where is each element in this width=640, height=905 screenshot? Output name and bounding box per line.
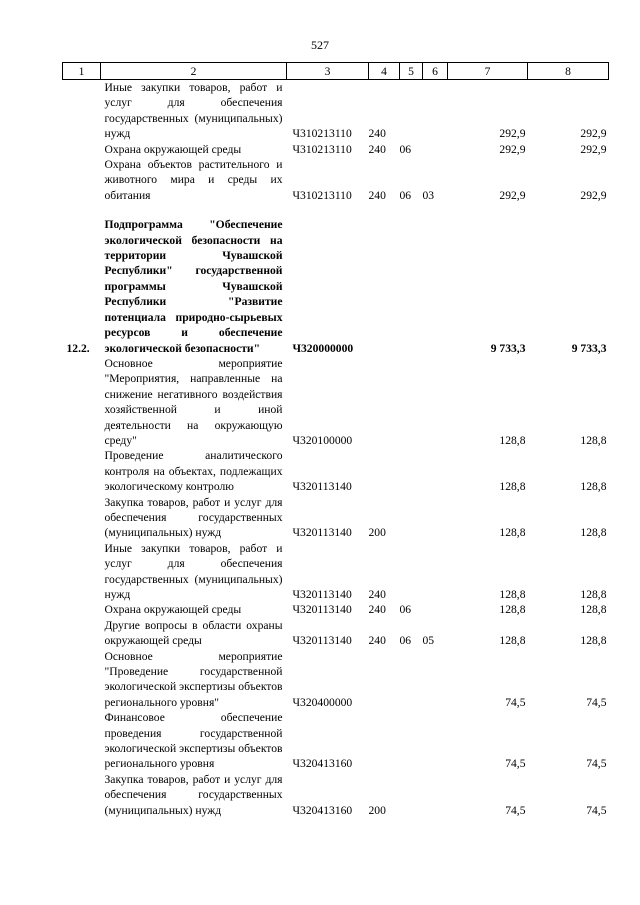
header-col-7: 7 — [448, 63, 528, 80]
row-amount-2: 74,5 — [586, 803, 607, 817]
table-header — [63, 63, 609, 80]
row-section — [400, 80, 423, 142]
row-expense-type: 200 — [368, 526, 386, 540]
row-code: Ч320113140 — [292, 588, 352, 601]
row-name: Закупка товаров, работ и услуг для обеспечения государственных (муниципальных) нужд — [104, 495, 283, 540]
row-expense-type: 240 — [368, 188, 386, 202]
row-subsection — [423, 495, 448, 541]
row-section — [400, 541, 423, 603]
row-number — [63, 602, 101, 617]
row-name: Иные закупки товаров, работ и услуг для обеспечения государственных (муниципальных) нужд — [104, 81, 283, 141]
spacer-cell — [63, 203, 609, 217]
row-number — [63, 495, 101, 541]
row-subsection — [423, 649, 448, 711]
row-code: Ч310213110 — [292, 142, 352, 156]
row-code: Ч320113140 — [292, 480, 352, 494]
row-expense-type: 240 — [368, 588, 386, 601]
row-number — [63, 142, 101, 157]
row-subsection — [423, 772, 448, 818]
table-row — [63, 495, 609, 541]
table-row — [63, 602, 609, 617]
row-code: Ч310213110 — [292, 188, 352, 202]
table-row — [63, 649, 609, 711]
row-number — [63, 356, 101, 448]
header-col-1: 1 — [63, 63, 101, 80]
row-number — [63, 618, 101, 649]
row-section — [400, 772, 423, 818]
row-amount-1: 128,8 — [499, 526, 526, 540]
row-amount-2: 292,9 — [580, 142, 607, 156]
table-row — [63, 356, 609, 448]
row-amount-2: 292,9 — [580, 127, 607, 141]
row-code: Ч320000000 — [292, 341, 354, 355]
row-amount-1: 128,8 — [499, 634, 526, 648]
row-expense-type: 240 — [368, 127, 386, 141]
row-expense-type — [369, 649, 400, 711]
row-subsection — [423, 80, 448, 142]
row-subsection — [423, 541, 448, 603]
row-section — [400, 710, 423, 772]
row-expense-type: 240 — [368, 603, 386, 617]
row-section: 06 — [399, 188, 412, 202]
header-row — [63, 63, 609, 80]
row-amount-2: 128,8 — [580, 433, 607, 447]
row-code: Ч320413160 — [292, 803, 353, 817]
row-number — [63, 710, 101, 772]
row-code: Ч320113140 — [292, 526, 352, 540]
row-subsection — [423, 602, 448, 617]
row-amount-2: 74,5 — [586, 757, 607, 771]
row-amount-1: 128,8 — [499, 433, 526, 447]
spacer-row — [63, 203, 609, 217]
table-row — [63, 448, 609, 494]
row-number — [63, 772, 101, 818]
row-expense-type: 200 — [368, 803, 386, 817]
row-code: Ч320113140 — [292, 634, 352, 648]
row-expense-type: 240 — [368, 634, 386, 648]
row-amount-1: 9 733,3 — [490, 341, 526, 355]
row-number — [63, 80, 101, 142]
row-amount-1: 292,9 — [499, 127, 526, 141]
row-expense-type — [369, 356, 400, 448]
row-amount-1: 74,5 — [505, 757, 526, 771]
header-col-3: 3 — [287, 63, 369, 80]
row-amount-1: 292,9 — [499, 142, 526, 156]
row-section — [400, 448, 423, 494]
row-name: Проведение аналитического контроля на объектах, подлежащих экологическому контролю — [104, 449, 283, 494]
table-body — [63, 80, 609, 819]
row-name: Закупка товаров, работ и услуг для обеспечения государственных (муниципальных) нужд — [104, 772, 283, 817]
table-row — [63, 80, 609, 142]
row-code: Ч320413160 — [292, 757, 353, 771]
row-number — [63, 448, 101, 494]
row-amount-2: 128,8 — [580, 588, 607, 601]
header-col-2: 2 — [101, 63, 287, 80]
row-name: Иные закупки товаров, работ и услуг для обеспечения государственных (муниципальных) нужд — [104, 541, 283, 601]
row-subsection — [423, 356, 448, 448]
row-section: 06 — [399, 142, 412, 156]
row-section — [400, 495, 423, 541]
row-amount-2: 128,8 — [580, 634, 607, 648]
row-expense-type — [369, 710, 400, 772]
row-amount-1: 74,5 — [505, 695, 526, 709]
row-name: Финансовое обеспечение проведения государственной экологической экспертизы объектов регионального уровня — [104, 711, 283, 771]
row-name: Основное мероприятие "Мероприятия, направленные на снижение негативного воздействия хозяйственной и иной деятельности на окружающую среду" — [104, 356, 283, 447]
table-row — [63, 142, 609, 157]
row-code: Ч320113140 — [292, 603, 352, 617]
table-row — [63, 157, 609, 203]
row-subsection — [423, 217, 448, 356]
row-code: Ч320400000 — [292, 695, 353, 709]
header-col-6: 6 — [423, 63, 448, 80]
row-amount-1: 128,8 — [499, 588, 526, 601]
row-amount-1: 292,9 — [499, 188, 526, 202]
table-row — [63, 541, 609, 603]
row-subsection: 05 — [422, 634, 435, 648]
row-section: 06 — [399, 603, 412, 617]
row-name: Охрана объектов растительного и животного мира и среды их обитания — [104, 158, 283, 202]
header-col-8: 8 — [528, 63, 609, 80]
header-col-5: 5 — [400, 63, 423, 80]
table-row — [63, 772, 609, 818]
row-amount-1: 128,8 — [499, 603, 526, 617]
row-name: Охрана окружающей среды — [104, 603, 242, 617]
row-section — [400, 649, 423, 711]
row-number — [63, 157, 101, 203]
row-number — [63, 649, 101, 711]
table-row — [63, 618, 609, 649]
table-row — [63, 710, 609, 772]
budget-table — [62, 62, 609, 818]
row-name: Основное мероприятие "Проведение государственной экологической экспертизы объектов регионального уровня" — [104, 649, 283, 709]
row-subsection — [423, 448, 448, 494]
row-section — [400, 217, 423, 356]
row-amount-2: 128,8 — [580, 603, 607, 617]
row-subsection — [423, 710, 448, 772]
table-row — [63, 217, 609, 356]
row-subsection: 03 — [422, 188, 435, 202]
row-expense-type — [369, 217, 400, 356]
row-code: Ч320100000 — [292, 433, 353, 447]
page-number: 527 — [311, 38, 329, 52]
row-amount-2: 292,9 — [580, 188, 607, 202]
row-amount-2: 128,8 — [580, 480, 607, 494]
row-section — [400, 356, 423, 448]
row-name: Другие вопросы в области охраны окружающей среды — [104, 618, 283, 648]
row-code: Ч310213110 — [292, 127, 352, 141]
row-name: Охрана окружающей среды — [104, 142, 242, 156]
row-number: 12.2. — [66, 341, 90, 355]
row-amount-2: 9 733,3 — [571, 341, 607, 355]
row-subsection — [423, 142, 448, 157]
row-number — [63, 541, 101, 603]
row-amount-1: 128,8 — [499, 480, 526, 494]
row-section: 06 — [399, 634, 412, 648]
header-col-4: 4 — [369, 63, 400, 80]
row-expense-type — [369, 448, 400, 494]
row-name: Подпрограмма "Обеспечение экологической безопасности на территории Чувашской Республики" государственной программы Чувашской Республики "Развитие потенциала природно-сырьевых ресурсов и обеспечение экологической безопасности" — [104, 218, 283, 355]
row-amount-2: 128,8 — [580, 526, 607, 540]
row-expense-type: 240 — [368, 142, 386, 156]
row-amount-2: 74,5 — [586, 695, 607, 709]
row-amount-1: 74,5 — [505, 803, 526, 817]
